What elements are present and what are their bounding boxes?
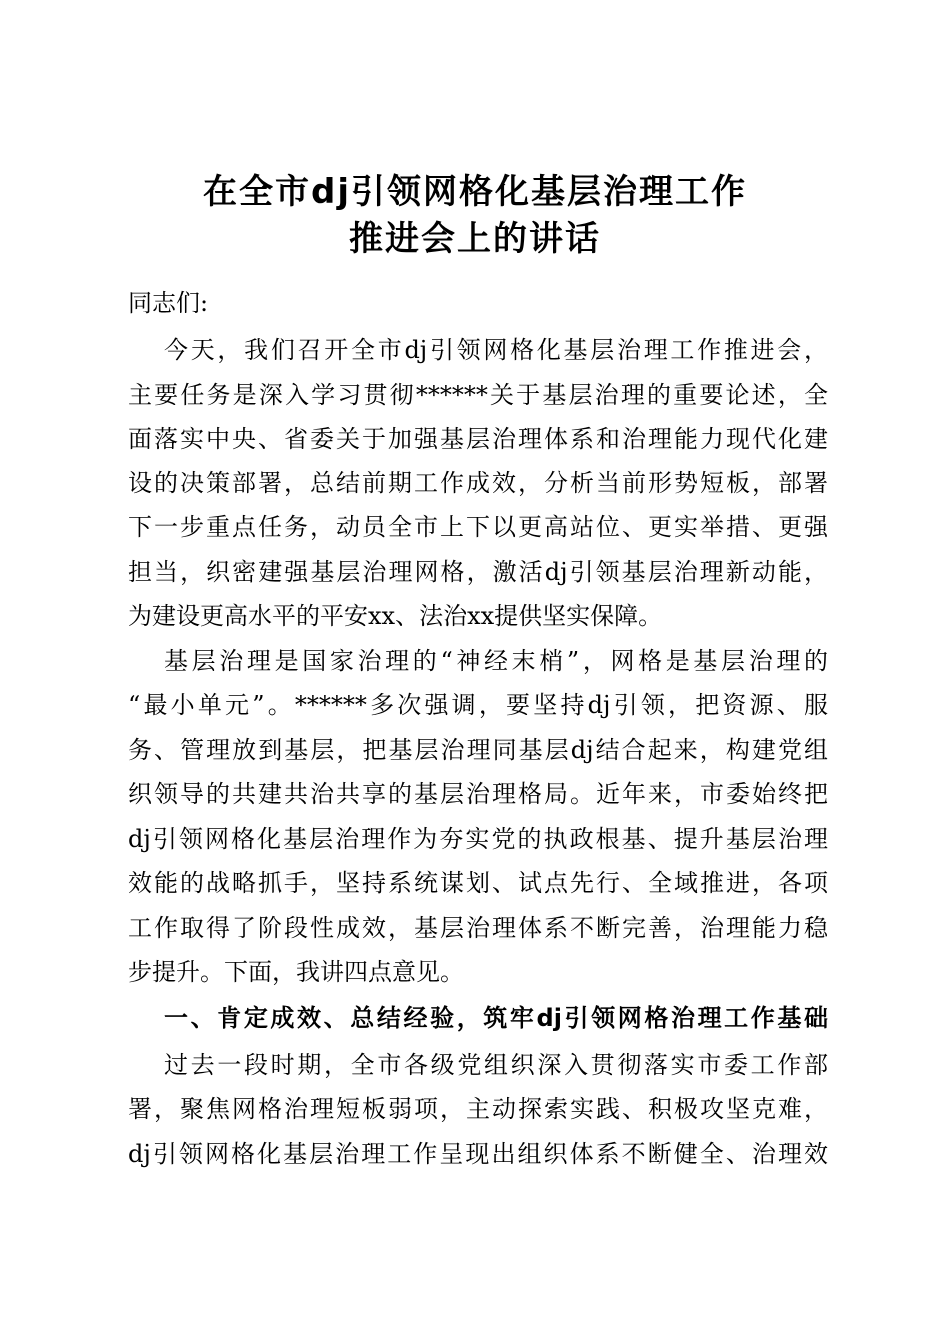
paragraph-2-line: 步提升。下面，我讲四点意见。 [128, 958, 464, 986]
paragraph-2-line: 织领导的共建共治共享的基层治理格局。近年来，市委始终把 [128, 780, 828, 808]
paragraph-2-line: 工作取得了阶段性成效，基层治理体系不断完善，治理能力稳 [128, 914, 828, 942]
paragraph-1-line: 担当，织密建强基层治理网格，激活dj引领基层治理新动能， [128, 558, 828, 586]
paragraph-1-line: 面落实中央、省委关于加强基层治理体系和治理能力现代化建 [128, 425, 828, 453]
document-title-line-1: 在全市dj引领网格化基层治理工作 [203, 172, 747, 212]
greeting: 同志们: [128, 289, 209, 317]
paragraph-2-line: dj引领网格化基层治理作为夯实党的执政根基、提升基层治理 [128, 825, 828, 853]
paragraph-3-line: dj引领网格化基层治理工作呈现出组织体系不断健全、治理效 [128, 1140, 828, 1168]
paragraph-2-line: 效能的战略抓手，坚持系统谋划、试点先行、全域推进，各项 [128, 869, 828, 897]
document-title-line-2: 推进会上的讲话 [349, 219, 601, 259]
paragraph-3-line: 过去一段时期，全市各级党组织深入贯彻落实市委工作部 [164, 1051, 828, 1079]
paragraph-2-line: 基层治理是国家治理的“神经末梢”，网格是基层治理的 [164, 647, 828, 675]
section-heading-1: 一、肯定成效、总结经验，筑牢dj引领网格治理工作基础 [164, 1004, 828, 1032]
paragraph-3-line: 署，聚焦网格治理短板弱项，主动探索实践、积极攻坚克难， [128, 1095, 828, 1123]
paragraph-1-line: 设的决策部署，总结前期工作成效，分析当前形势短板，部署 [128, 469, 828, 497]
paragraph-1-line: 下一步重点任务，动员全市上下以更高站位、更实举措、更强 [128, 513, 828, 541]
paragraph-1-line: 今天，我们召开全市dj引领网格化基层治理工作推进会， [164, 336, 828, 364]
paragraph-2-line: “最小单元”。******多次强调，要坚持dj引领，把资源、服 [128, 691, 828, 719]
paragraph-1-line: 主要任务是深入学习贯彻******关于基层治理的重要论述，全 [128, 381, 828, 409]
paragraph-2-line: 务、管理放到基层，把基层治理同基层dj结合起来，构建党组 [128, 736, 828, 764]
paragraph-1-line: 为建设更高水平的平安xx、法治xx提供坚实保障。 [128, 602, 663, 630]
